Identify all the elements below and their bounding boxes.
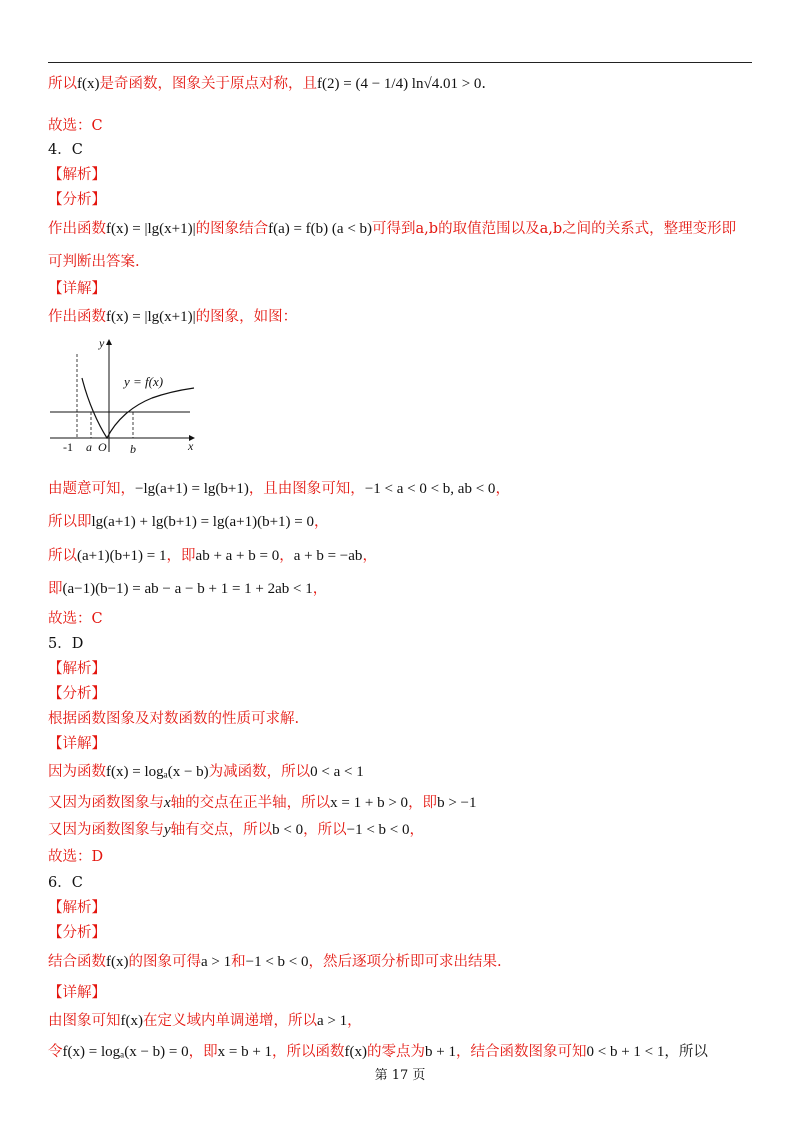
text-run: 令 — [48, 1044, 63, 1060]
text-line — [48, 579, 327, 599]
text-run: 在定义域内单调递增，所以 — [143, 1013, 317, 1029]
tick-label-a: a — [86, 440, 92, 454]
text-run: ， — [347, 1013, 362, 1029]
text-line — [48, 793, 476, 813]
tick-label-neg1: -1 — [63, 440, 73, 454]
math-formula: y — [164, 822, 171, 838]
math-formula: f(x) — [106, 954, 129, 970]
text-line — [48, 952, 502, 972]
section-heading: 【分析】 — [48, 686, 106, 702]
text-run: ，所以 — [303, 822, 347, 838]
text-run: 的图象，如图： — [195, 309, 298, 325]
math-formula: −1 < b < 0 — [346, 822, 410, 838]
math-formula: f(x) = logₐ(x − b) — [106, 764, 209, 780]
math-formula: a + b = −ab — [293, 548, 363, 564]
text-run: 和 — [231, 954, 246, 970]
math-formula: −1 < a < 0 < b, ab < 0 — [364, 481, 496, 497]
text-line — [48, 1011, 362, 1031]
text-line — [48, 479, 510, 499]
math-formula: f(x) = |lg(x+1)| — [106, 221, 196, 237]
section-heading: 【详解】 — [48, 736, 106, 752]
question-number: 4．C — [48, 142, 83, 158]
section-heading: 【解析】 — [48, 167, 106, 183]
text-run: . — [481, 76, 487, 92]
math-formula: x — [164, 795, 171, 811]
tick-label-origin: O — [98, 440, 107, 454]
text-run: 又因为函数图象与 — [48, 822, 164, 838]
text-run: ，结合函数图象可知 — [456, 1044, 587, 1060]
page-number: 第 17 页 — [374, 1068, 426, 1083]
math-formula: lg(a+1) + lg(b+1) = lg(a+1)(b+1) = 0 — [91, 514, 314, 530]
math-formula: b < 0 — [272, 822, 304, 838]
math-formula: 0 < a < 1 — [310, 764, 364, 780]
text-run: 即 — [48, 581, 63, 597]
math-formula: −lg(a+1) = lg(b+1) — [135, 481, 249, 497]
text-run: ， — [362, 548, 377, 564]
math-formula: f(x) = logₐ(x − b) = 0 — [62, 1044, 189, 1060]
math-formula: b + 1 — [425, 1044, 457, 1060]
text-run: 结合函数 — [48, 954, 106, 970]
text-run: ， — [279, 548, 294, 564]
section-heading: 【分析】 — [48, 925, 106, 941]
math-formula: 0 < b + 1 < 1 — [586, 1044, 665, 1060]
text-run: 轴的交点在正半轴，所以 — [170, 795, 331, 811]
text-run: ， — [409, 822, 425, 838]
text-run: 的取值范围以及 — [438, 221, 540, 237]
text-run: ， — [314, 514, 329, 530]
text-line — [48, 512, 329, 532]
text-line — [48, 1042, 708, 1062]
math-formula: f(x) — [77, 76, 100, 92]
math-formula: f(x) = |lg(x+1)| — [106, 309, 196, 325]
text-run: 的零点为 — [367, 1044, 426, 1060]
text-run: 是奇函数，图象关于原点对称，且 — [99, 76, 317, 92]
section-heading: 【解析】 — [48, 661, 106, 677]
section-heading: 【详解】 — [48, 985, 106, 1001]
text-run: 因为函数 — [48, 764, 106, 780]
text-run: ， — [312, 581, 328, 597]
text-run: 所以 — [48, 76, 77, 92]
text-line — [48, 820, 424, 840]
text-line — [48, 762, 364, 782]
section-heading: 【详解】 — [48, 281, 106, 297]
math-formula: f(a) = f(b) (a < b) — [268, 221, 373, 237]
math-formula: b > −1 — [437, 795, 477, 811]
text-run: ，所以 — [664, 1044, 708, 1060]
text-run: 作出函数 — [48, 309, 106, 325]
text-run: ， — [495, 481, 510, 497]
text-line — [48, 74, 486, 94]
math-formula: f(x) — [344, 1044, 368, 1060]
math-formula: −1 < b < 0 — [245, 954, 309, 970]
text-run: 之间的关系式，整理变形即 — [562, 221, 737, 237]
text-line: 可判断出答案. — [48, 254, 140, 270]
section-heading: 【解析】 — [48, 900, 106, 916]
header-rule — [48, 62, 752, 63]
text-run: 所以即 — [48, 514, 92, 530]
math-formula: a,b — [415, 221, 439, 237]
text-run: ，即 — [166, 548, 196, 564]
answer-line: 故选：C — [48, 118, 103, 134]
text-run: ，即 — [408, 795, 438, 811]
text-run: 由题意可知， — [48, 481, 135, 497]
question-number: 5．D — [48, 636, 84, 652]
math-formula: f(x) — [120, 1013, 143, 1029]
text-line — [48, 307, 297, 327]
text-run: ，且由图象可知， — [248, 481, 365, 497]
math-formula: a > 1 — [317, 1013, 348, 1029]
text-line — [48, 546, 377, 566]
text-run: 的图象可得 — [128, 954, 201, 970]
text-run: 又因为函数图象与 — [48, 795, 164, 811]
section-heading: 【分析】 — [48, 192, 106, 208]
math-formula: a > 1 — [201, 954, 232, 970]
x-axis-label: x — [188, 439, 194, 453]
text-run: 所以 — [48, 548, 77, 564]
math-formula: a,b — [539, 221, 563, 237]
text-run: ，所以函数 — [272, 1044, 345, 1060]
math-formula: x = 1 + b > 0 — [330, 795, 409, 811]
text-run: 为减函数，所以 — [208, 764, 311, 780]
text-run: ，即 — [188, 1044, 218, 1060]
curve-label: y = f(x) — [124, 374, 164, 389]
question-number: 6．C — [48, 875, 83, 891]
text-run: 的图象结合 — [195, 221, 269, 237]
answer-line: 故选：D — [48, 849, 104, 865]
text-run: ，然后逐项分析即可求出结果. — [308, 954, 502, 970]
answer-line: 故选：C — [48, 611, 103, 627]
math-formula: f(2) = (4 − 1/4) ln√4.01 > 0 — [317, 76, 482, 92]
text-line — [48, 219, 736, 239]
text-run: 轴有交点，所以 — [170, 822, 273, 838]
math-formula: ab + a + b = 0 — [195, 548, 280, 564]
tick-label-b: b — [130, 442, 136, 456]
text-run: 可得到 — [372, 221, 416, 237]
text-line: 根据函数图象及对数函数的性质可求解. — [48, 711, 300, 727]
text-run: 由图象可知 — [48, 1013, 121, 1029]
y-axis-label: y — [99, 336, 105, 350]
function-graph-figure — [44, 334, 200, 458]
math-formula: (a−1)(b−1) = ab − a − b + 1 = 1 + 2ab < 1 — [62, 581, 313, 597]
math-formula: x = b + 1 — [217, 1044, 273, 1060]
text-run: 作出函数 — [48, 221, 106, 237]
math-formula: (a+1)(b+1) = 1 — [77, 548, 167, 564]
